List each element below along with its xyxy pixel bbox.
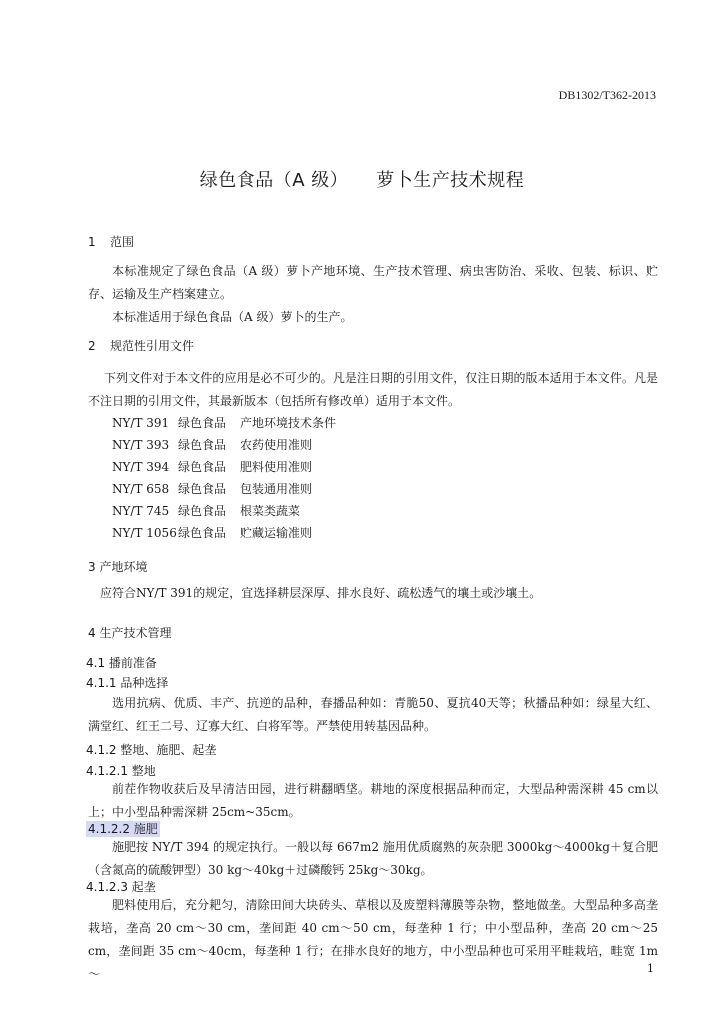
reference-category: 绿色食品 <box>178 504 227 518</box>
section-1-number: 1 <box>88 235 96 249</box>
reference-code: NY/T 394 <box>112 460 170 474</box>
reference-code: NY/T 391 <box>112 416 170 430</box>
reference-name: 贮藏运输准则 <box>240 526 313 540</box>
section-3-heading: 3 产地环境 <box>88 560 148 574</box>
reference-item <box>112 458 312 475</box>
subsection-4-1-2-3-paragraph: 肥料使用后，充分耙匀，清除田间大块砖头、草根以及废塑料薄膜等杂物，整地做垄。大型品种多高垄栽培，垄高 20 cm～30 cm，垄间距 40 cm～50 cm，每垄种 1 行；中小型品种，垄高 20 cm～25 cm，垄间距 35 cm～40cm，每垄种 1 行；在排水良好的地方，中小型品种也可采用平畦栽培，畦宽 1m～ <box>88 898 658 981</box>
reference-item <box>112 502 300 519</box>
reference-item <box>112 436 312 453</box>
title-part-1: 绿色食品（A 级） <box>199 170 349 191</box>
subsection-4-1-1-heading: 4.1.1 品种选择 <box>86 676 169 690</box>
subsection-4-1-2-1-heading: 4.1.2.1 整地 <box>86 764 156 778</box>
reference-item <box>112 524 312 541</box>
subsection-4-1-2-2-paragraph: 施肥按 NY/T 394 的规定执行。一般以每 667m2 施用优质腐熟的灰杂肥 3000kg～4000kg＋复合肥（含氮高的硫酸钾型）30 kg～40kg＋过磷酸钙 25kg～30kg。 <box>88 840 658 877</box>
section-2-paragraph-1: 下列文件对于本文件的应用是必不可少的。凡是注日期的引用文件，仅注日期的版本适用于本文件。凡是不注日期的引用文件，其最新版本（包括所有修改单）适用于本文件。 <box>88 371 658 408</box>
reference-category: 绿色食品 <box>178 416 227 430</box>
reference-name: 肥料使用准则 <box>240 460 313 474</box>
section-4-heading: 4 生产技术管理 <box>88 626 172 640</box>
reference-name: 农药使用准则 <box>240 438 313 452</box>
reference-item <box>112 414 336 431</box>
reference-name: 根菜类蔬菜 <box>240 504 301 518</box>
standard-code: DB1302/T362-2013 <box>558 88 656 102</box>
section-1-title: 范围 <box>110 235 135 249</box>
section-2-heading <box>88 337 194 354</box>
reference-code: NY/T 658 <box>112 482 170 496</box>
reference-category: 绿色食品 <box>178 482 227 496</box>
section-2-number: 2 <box>88 339 96 353</box>
section-1-heading <box>88 233 134 250</box>
reference-category: 绿色食品 <box>178 460 227 474</box>
section-3-paragraph: 应符合NY/T 391的规定，宜选择耕层深厚、排水良好、疏松透气的壤土或沙壤土。 <box>100 586 542 600</box>
section-2-title: 规范性引用文件 <box>110 339 195 353</box>
reference-code: NY/T 1056 <box>112 526 177 540</box>
subsection-4-1-heading: 4.1 播前准备 <box>86 656 157 670</box>
selected-heading-highlight[interactable]: 4.1.2.2 施肥 <box>88 822 158 836</box>
reference-code: NY/T 745 <box>112 504 170 518</box>
subsection-4-1-2-3-heading: 4.1.2.3 起垄 <box>86 880 156 894</box>
page-number: 1 <box>647 962 654 975</box>
title-part-2: 萝卜生产技术规程 <box>376 170 525 191</box>
reference-category: 绿色食品 <box>178 526 227 540</box>
reference-name: 包装通用准则 <box>240 482 313 496</box>
subsection-4-1-1-paragraph: 选用抗病、优质、丰产、抗逆的品种，春播品种如：青脆50、夏抗40天等；秋播品种如：绿星大红、满堂红、红王二号、辽寡大红、白将军等。严禁使用转基因品种。 <box>88 696 658 733</box>
subsection-4-1-2-heading: 4.1.2 整地、施肥、起垄 <box>86 743 217 757</box>
reference-item <box>112 480 312 497</box>
reference-code: NY/T 393 <box>112 438 170 452</box>
document-title <box>0 166 724 192</box>
reference-name: 产地环境技术条件 <box>240 416 337 430</box>
reference-category: 绿色食品 <box>178 438 227 452</box>
subsection-4-1-2-1-paragraph: 前茬作物收获后及早清洁田园，进行耕翻晒垡。耕地的深度根据品种而定，大型品种需深耕 45 cm以上；中小型品种需深耕 25cm~35cm。 <box>88 782 658 819</box>
section-1-paragraph-2: 本标准适用于绿色食品（A 级）萝卜的生产。 <box>112 310 353 324</box>
section-1-paragraph-1: 本标准规定了绿色食品（A 级）萝卜产地环境、生产技术管理、病虫害防治、采收、包装、标识、贮存、运输及生产档案建立。 <box>88 264 658 301</box>
subsection-4-1-2-2-heading <box>86 820 160 837</box>
